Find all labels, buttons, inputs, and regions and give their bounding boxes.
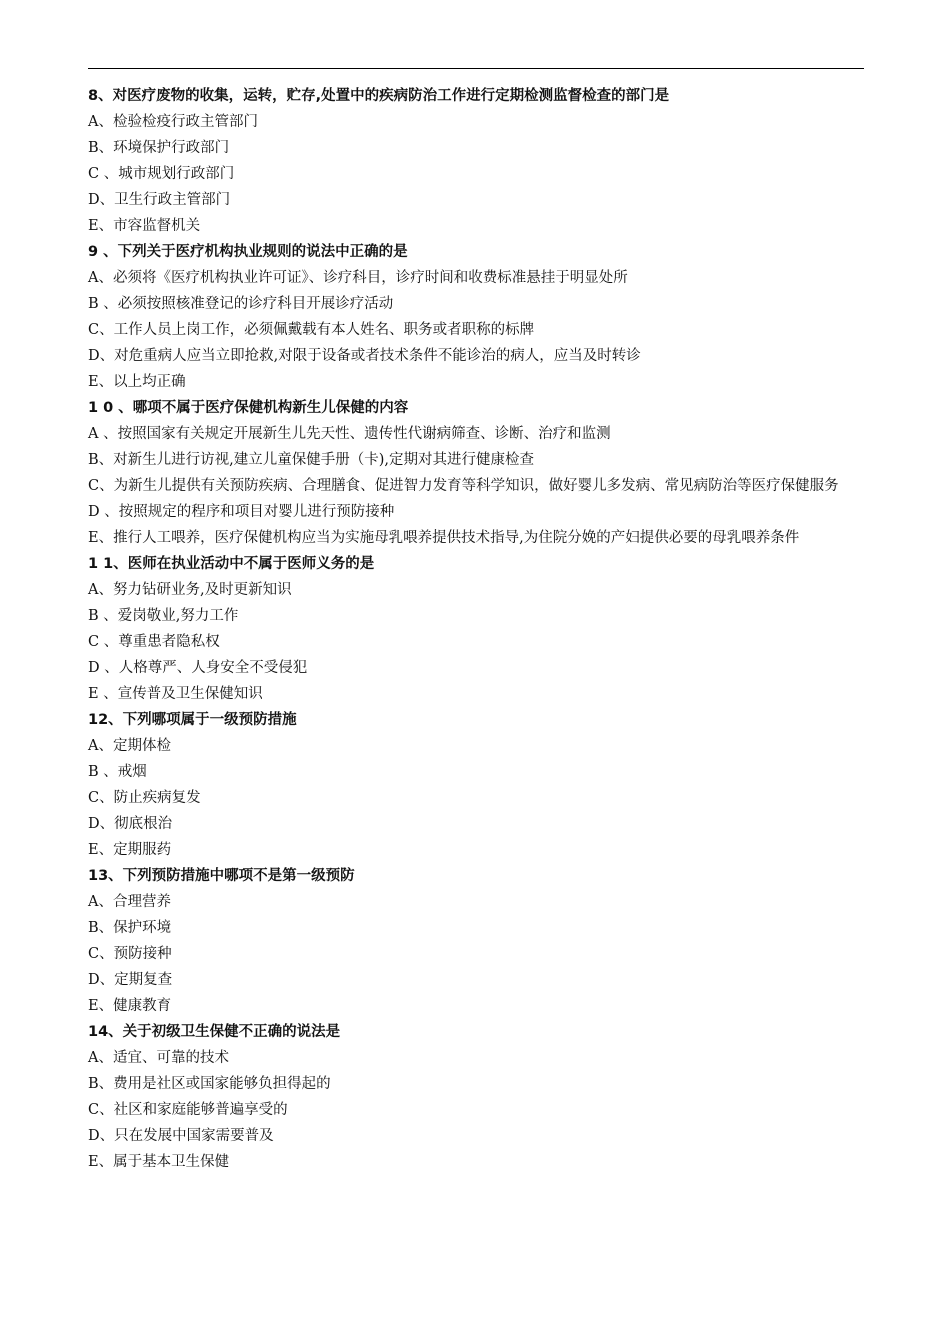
option-e: E、以上均正确 xyxy=(88,374,186,390)
option-a: A、努力钻研业务,及时更新知识 xyxy=(88,582,292,598)
option-e: E、属于基本卫生保健 xyxy=(88,1154,230,1170)
option-d: D 、按照规定的程序和项目对婴儿进行预防接种 xyxy=(88,504,395,520)
option-e: E、健康教育 xyxy=(88,998,172,1014)
option-d: D、卫生行政主管部门 xyxy=(88,192,231,208)
question-title: 8、对医疗废物的收集，运转，贮存,处置中的疾病防治工作进行定期检测监督检查的部门是 xyxy=(88,88,670,104)
question-9 xyxy=(88,239,864,395)
option-c: C 、尊重患者隐私权 xyxy=(88,634,220,650)
question-10 xyxy=(88,395,864,551)
option-c: C、工作人员上岗工作，必须佩戴载有本人姓名、职务或者职称的标牌 xyxy=(88,322,535,338)
option-b: B 、爱岗敬业,努力工作 xyxy=(88,608,239,624)
question-title: 1 1、医师在执业活动中不属于医师义务的是 xyxy=(88,556,375,572)
option-d: D 、人格尊严、人身安全不受侵犯 xyxy=(88,660,308,676)
option-a: A 、按照国家有关规定开展新生儿先天性、遗传性代谢病筛查、诊断、治疗和监测 xyxy=(88,426,611,442)
option-e: E、市容监督机关 xyxy=(88,218,201,234)
question-12 xyxy=(88,707,864,863)
option-e: E 、宣传普及卫生保健知识 xyxy=(88,686,263,702)
option-a: A、检验检疫行政主管部门 xyxy=(88,114,258,130)
option-b: B 、必须按照核准登记的诊疗科目开展诊疗活动 xyxy=(88,296,394,312)
option-b: B、保护环境 xyxy=(88,920,172,936)
question-title: 9 、下列关于医疗机构执业规则的说法中正确的是 xyxy=(88,244,408,260)
question-title: 1 0 、哪项不属于医疗保健机构新生儿保健的内容 xyxy=(88,400,409,416)
question-11 xyxy=(88,551,864,707)
option-d: D、彻底根治 xyxy=(88,816,173,832)
option-c: C、社区和家庭能够普遍享受的 xyxy=(88,1102,288,1118)
question-title: 12、下列哪项属于一级预防措施 xyxy=(88,712,297,728)
option-d: D、定期复查 xyxy=(88,972,173,988)
option-b: B、对新生儿进行访视,建立儿童保健手册（卡),定期对其进行健康检查 xyxy=(88,452,535,468)
question-title: 14、关于初级卫生保健不正确的说法是 xyxy=(88,1024,341,1040)
option-a: A、定期体检 xyxy=(88,738,171,754)
exam-content xyxy=(88,83,864,1175)
option-d: D、对危重病人应当立即抢救,对限于设备或者技术条件不能诊治的病人，应当及时转诊 xyxy=(88,348,641,364)
option-d: D、只在发展中国家需要普及 xyxy=(88,1128,274,1144)
option-e: E、定期服药 xyxy=(88,842,172,858)
option-b: B 、戒烟 xyxy=(88,764,147,780)
option-e: E、推行人工喂养，医疗保健机构应当为实施母乳喂养提供技术指导,为住院分娩的产妇提供必要的母乳喂养条件 xyxy=(88,530,800,546)
question-13 xyxy=(88,863,864,1019)
option-b: B、费用是社区或国家能够负担得起的 xyxy=(88,1076,331,1092)
option-a: A、适宜、可靠的技术 xyxy=(88,1050,229,1066)
header-rule xyxy=(88,68,864,69)
option-c: C、防止疾病复发 xyxy=(88,790,201,806)
option-a: A、必须将《医疗机构执业许可证》、诊疗科目，诊疗时间和收费标准悬挂于明显处所 xyxy=(88,270,628,286)
option-a: A、合理营养 xyxy=(88,894,171,910)
question-8 xyxy=(88,83,864,239)
question-14 xyxy=(88,1019,864,1175)
option-c: C 、城市规划行政部门 xyxy=(88,166,235,182)
option-c: C、为新生儿提供有关预防疾病、合理膳食、促进智力发育等科学知识，做好婴儿多发病、常见病防治等医疗保健服务 xyxy=(88,478,839,494)
question-title: 13、下列预防措施中哪项不是第一级预防 xyxy=(88,868,355,884)
option-c: C、预防接种 xyxy=(88,946,172,962)
option-b: B、环境保护行政部门 xyxy=(88,140,230,156)
